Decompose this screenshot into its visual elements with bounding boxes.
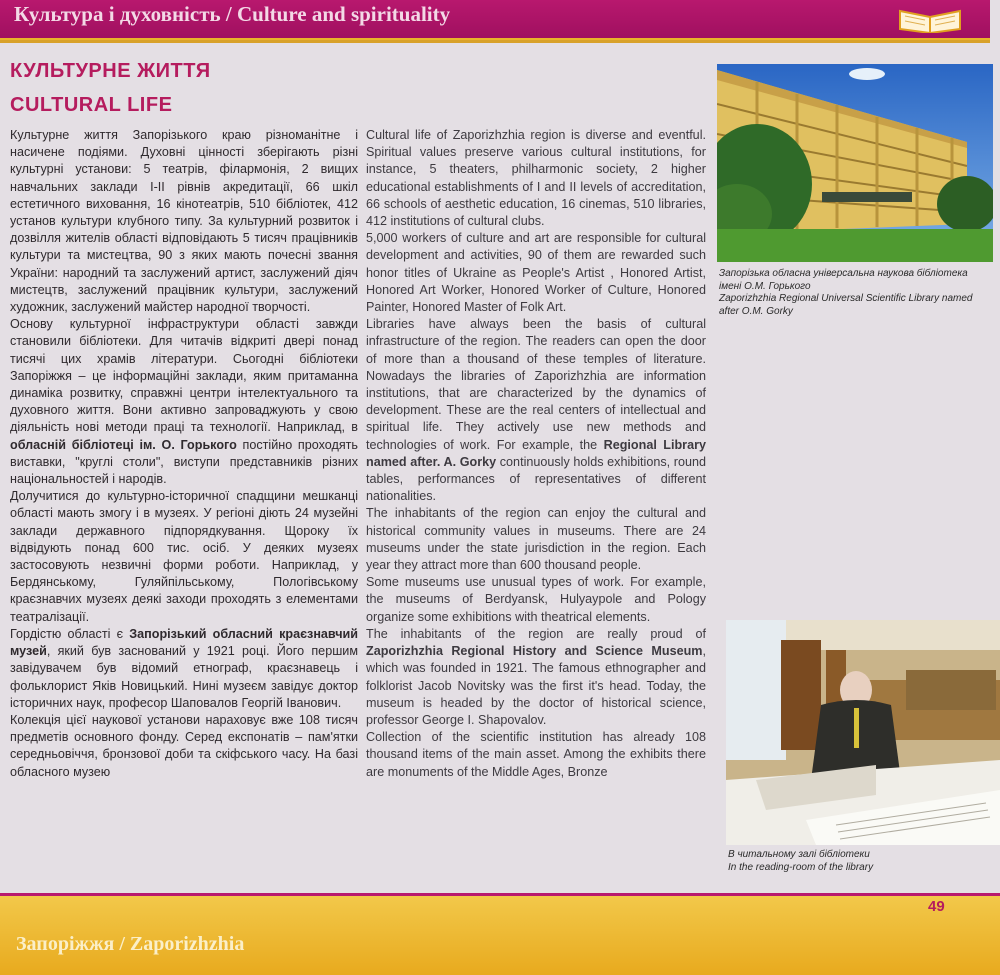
footer-band bbox=[0, 893, 1000, 975]
paragraph: Cultural life of Zaporizhzhia region is diverse and eventful. Spiritual values preserve various cultural institutions, for instance, 5 theaters, philharmonic society, 2 higher educational establishments of I and II levels of accreditation, 66 schools of aesthetic education, 16 cinemas, 510 libraries, 412 institutions of cultural clubs. bbox=[366, 128, 706, 229]
paragraph: The inhabitants of the region can enjoy the cultural and historical community values in museums. There are 24 museums under the state jurisdiction in the region. Each year they attract more than 600 thousand people. bbox=[366, 506, 706, 573]
paragraph: Гордістю області є Запорізький обласний краєзнавчий музей, який був заснований у 1921 році. Його першим завідувачем був відомий етнограф, краєзнавець і фольклорист Яків Новицький. Нині музеєм завідує доктор історичних наук, професор Шаповалов Георгій Іванович. bbox=[10, 626, 358, 710]
paragraph: 5,000 workers of culture and art are responsible for cultural development and activities, 90 of them are rewarded such honor titles of Ukraine as People's Artist , Honored Artist, Honored Art Worker, Honored Worker of Culture, Honored Painter, Honored Master of Folk Art. bbox=[366, 231, 706, 315]
photo-caption: Запорізька обласна універсальна наукова бібліотека імені О.М. Горького Zaporizhzhia Regional Universal Scientific Library named after O.M. Gorky bbox=[719, 268, 973, 317]
paragraph: Libraries have always been the basis of cultural infrastructure of the region. The readers can open the door of more than a thousand of these temples of literature. Nowadays the libraries of Zaporizhzhia are information institutions, that are characterized by the dynamics of development. These are the real centers of intellectual and spiritual life. They actively use new methods and technologies of work. For example, the Regional Library named after. A. Gorky continuously holds exhibitions, round tables, performances of representatives of different nationalities. bbox=[366, 317, 706, 504]
library-building-photo bbox=[717, 64, 993, 262]
open-book-icon bbox=[895, 3, 965, 33]
english-column bbox=[366, 127, 706, 781]
heading-ua: КУЛЬТУРНЕ ЖИТТЯ bbox=[10, 60, 211, 82]
ukrainian-column bbox=[10, 127, 358, 781]
section-title: Культура і духовність / Culture and spirituality bbox=[14, 2, 451, 26]
reading-room-photo bbox=[726, 620, 1000, 845]
header-band bbox=[0, 0, 990, 40]
paragraph: Долучитися до культурно-історичної спадщини мешканці області мають змогу і в музеях. У регіоні діють 24 музейні заклади державного підпорядкування. Щороку їх відвідують понад 600 тис. осіб. У деяких музеях застосовують незвичні форми роботи. Наприклад, у Бердянському, Гуляйпільському, Пологівському краєзнавчих музеях деякі заходи проходять з елементами театралізації. bbox=[10, 489, 358, 624]
paragraph: Collection of the scientific institution has already 108 thousand items of the main asset. Among the exhibits there are monuments of the Middle Ages, Bronze bbox=[366, 730, 706, 779]
paragraph: Some museums use unusual types of work. For example, the museums of Berdyansk, Hulyaypole and Pology organize some exhibitions with theatrical elements. bbox=[366, 575, 706, 624]
header-rule bbox=[0, 40, 990, 43]
heading-en: CULTURAL LIFE bbox=[10, 94, 173, 116]
photo-caption: В читальному залі бібліотеки In the reading-room of the library bbox=[728, 849, 874, 873]
paragraph: Основу культурної інфраструктури області завжди становили бібліотеки. Для читачів відкриті двері понад тисячі цих храмів літератури. Сьогодні бібліотеки Запоріжжя – це інформаційні заклади, яким притаманна динаміка розвитку, справжні центри інтелектуального та духовного життя. Вони активно запроваджують у свою діяльність нові методи праці та технології. Наприклад, в обласній бібліотеці ім. О. Горького постійно проходять виставки, "круглі столи", виступи представників різних національностей і народів. bbox=[10, 317, 358, 487]
paragraph: The inhabitants of the region are really proud of Zaporizhzhia Regional History and Science Museum, which was founded in 1921. The famous ethnographer and folklorist Jacob Novitsky was the first it's head. Today, the museum is headed by the doctor of historical science, professor George I. Shapovalov. bbox=[366, 626, 706, 727]
paragraph: Культурне життя Запорізького краю різноманітне і насичене подіями. Духовні цінності зберігають різні культурні установи: 5 театрів, філармонія, 2 вищих навчальних заклади І-ІІ рівнів акредитації, 66 шкіл естетичного виховання, 16 кінотеатрів, 510 бібліотек, 412 установ культури клубного типу. За культурний розвиток і дозвілля жителів області відповідають 5 тисяч працівників культури та мистецтва, 90 з яких мають почесні звання України: народний та заслужений артист, заслужений діяч мистецтв, заслужений працівник культури, заслужений художник, заслужений майстер народної творчості. bbox=[10, 128, 358, 315]
paragraph: Колекція цієї наукової установи нараховує вже 108 тисяч предметів основного фонду. Серед експонатів – пам'ятки середньовіччя, бронзової доби та скіфського часу. На базі обласного музею bbox=[10, 712, 358, 779]
page-number: 49 bbox=[928, 898, 945, 915]
footer-title: Запоріжжя / Zaporizhzhia bbox=[16, 933, 245, 955]
